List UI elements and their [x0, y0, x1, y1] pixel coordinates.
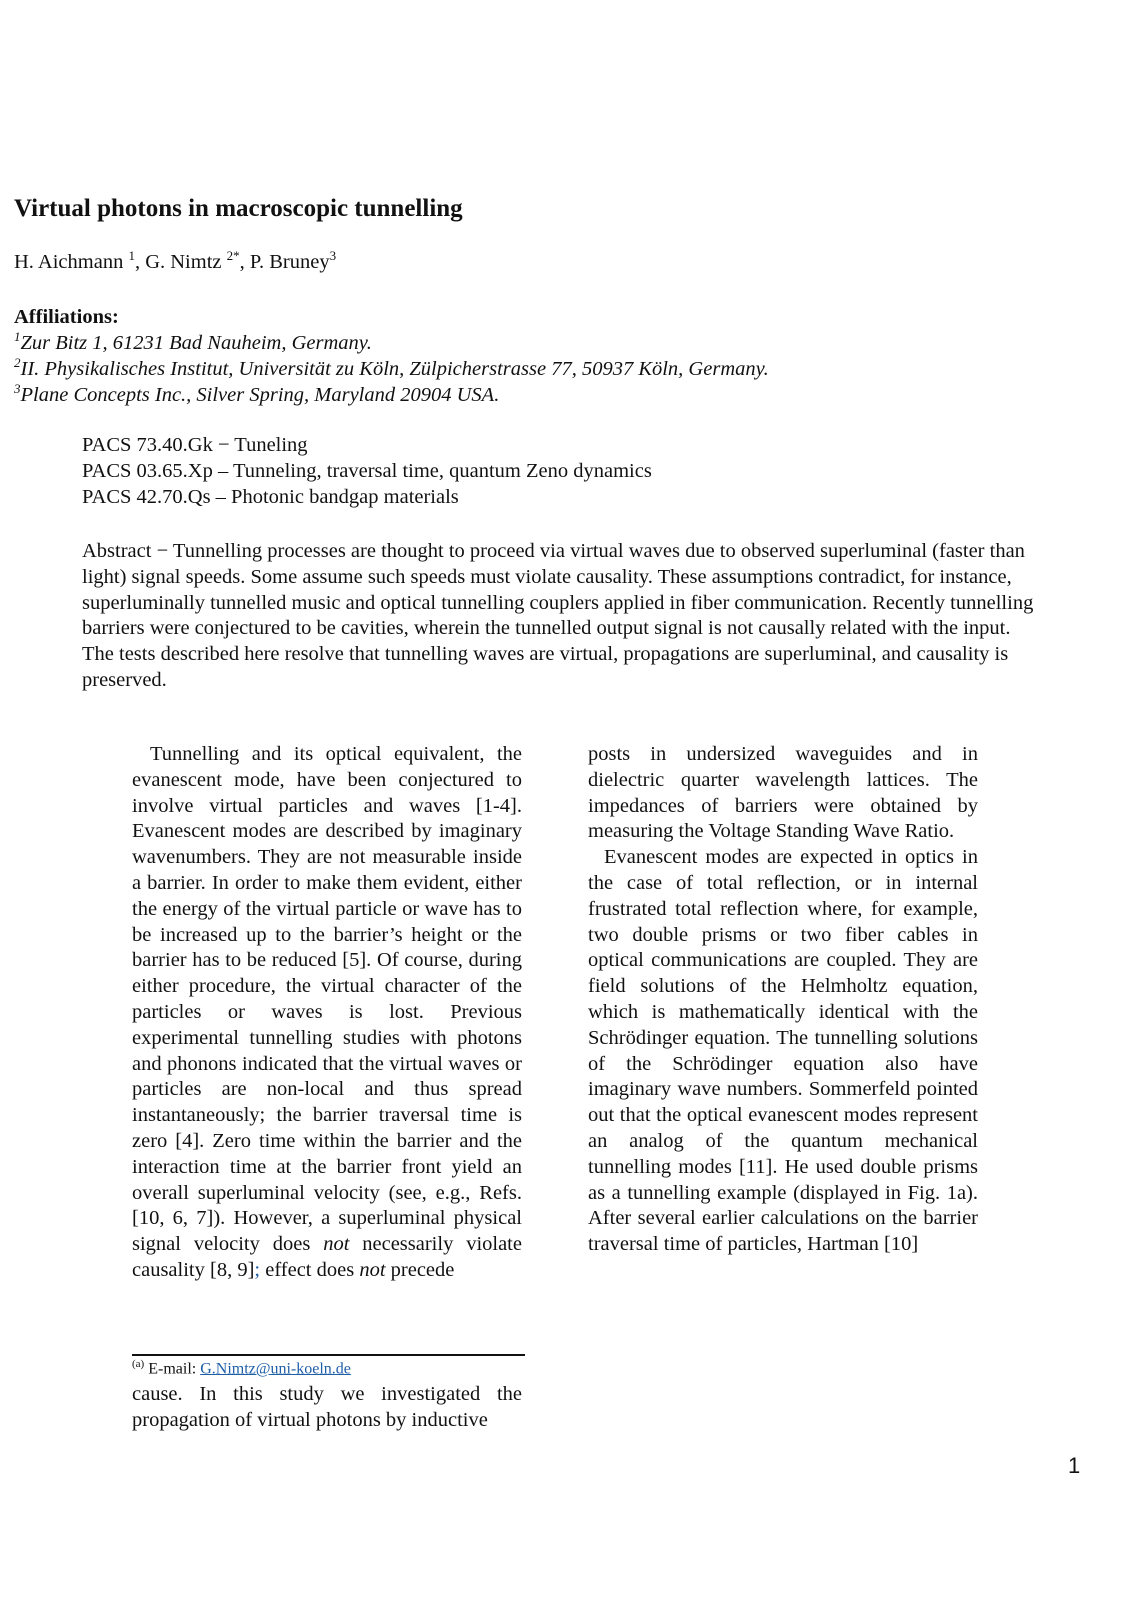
- body-text: precede: [385, 1258, 455, 1281]
- author-aichmann: H. Aichmann: [14, 251, 129, 273]
- affiliation-text: Zur Bitz 1, 61231 Bad Nauheim, Germany.: [20, 332, 372, 354]
- author-nimtz: , G. Nimtz: [134, 251, 227, 273]
- author-bruney: , P. Bruney: [239, 251, 330, 273]
- emphasis: not: [359, 1258, 386, 1281]
- footnote: [132, 1358, 351, 1378]
- paragraph: [132, 742, 522, 1284]
- paper-title: Virtual photons in macroscopic tunnelling: [14, 195, 463, 222]
- paragraph: posts in undersized waveguides and in dielectric quarter wavelength lattices. The impedances of barriers were obtained by measuring the Voltage Standing Wave Ratio.: [588, 743, 978, 843]
- affiliation-mark: 2*: [226, 248, 240, 264]
- page-number: 1: [1068, 1453, 1081, 1478]
- affiliation-number: 2: [14, 355, 21, 371]
- affiliations-heading: Affiliations:: [14, 306, 119, 328]
- affiliation-number: 1: [14, 329, 21, 345]
- email-link[interactable]: G.Nimtz@uni-koeln.de: [200, 1360, 351, 1378]
- footnote-label: E-mail:: [144, 1360, 201, 1378]
- affiliation-mark: 1: [128, 248, 135, 264]
- paragraph: Evanescent modes are expected in optics in the case of total reflection, or in internal frustrated total reflection where, for example, two double prisms or two fiber cables in optical communications are coupled. They are field solutions of the Helmholtz equation, which is mathematically identical with the Schrödinger equation. The tunnelling solutions of the Schrödinger equation also have imaginary wave numbers. Sommerfeld pointed out that the optical evanescent modes represent an analog of the quantum mechanical tunnelling modes [11]. He used double prisms as a tunnelling example (displayed in Fig. 1a). After several earlier calculations on the barrier traversal time of particles, Hartman [10]: [588, 846, 978, 1256]
- pacs-code-1: PACS 73.40.Gk − Tuneling: [82, 434, 308, 456]
- pacs-code-2: PACS 03.65.Xp – Tunneling, traversal time, quantum Zeno dynamics: [82, 460, 652, 482]
- paragraph: cause. In this study we investigated the propagation of virtual photons by inductive: [132, 1383, 522, 1431]
- body-column-left-continued: [132, 1382, 522, 1434]
- abstract: Abstract − Tunnelling processes are thought to proceed via virtual waves due to observed superluminal (faster than light) signal speeds. Some assume such speeds must violate causality. These assumptions contradict, for instance, superluminally tunnelled music and optical tunnelling couplers applied in fiber communication. Recently tunnelling barriers were conjectured to be cavities, wherein the tunnelled output signal is not causally related with the input. The tests described here resolve that tunnelling waves are virtual, propagations are superluminal, and causality is preserved.: [82, 540, 1034, 691]
- body-text: Tunnelling and its optical equivalent, the evanescent mode, have been conjectured to involve virtual particles and waves [1-4]. Evanescent modes are described by imaginary wavenumbers. They are not measurable inside a barrier. In order to make them evident, either the energy of the virtual particle or wave has to be increased up to the barrier’s height or the barrier has to be reduced [5]. Of course, during either procedure, the virtual character of the particles or waves is lost. Previous experimental tunnelling studies with photons and phonons indicated that the virtual waves or particles are non-local and thus spread instantaneously; the barrier traversal time is zero [4]. Zero time within the barrier and the interaction time at the barrier front yield an overall superluminal velocity (see, e.g., Refs. [10, 6, 7]). However, a superluminal physical signal velocity does: [132, 743, 522, 1256]
- affiliation-1: [14, 329, 372, 355]
- body-column-left: [132, 742, 522, 1284]
- body-text: necessarily violate causality [8, 9]: [132, 1233, 522, 1281]
- affiliation-mark: 3: [329, 248, 337, 264]
- author-list: [14, 248, 337, 274]
- pacs-code-3: PACS 42.70.Qs – Photonic bandgap materials: [82, 486, 459, 508]
- affiliation-3: [14, 381, 500, 407]
- body-column-right: [588, 742, 978, 1258]
- affiliation-number: 3: [14, 381, 21, 397]
- footnote-divider: [132, 1354, 525, 1356]
- emphasis: not: [323, 1233, 350, 1256]
- affiliation-text: Plane Concepts Inc., Silver Spring, Maryland 20904 USA.: [20, 384, 500, 406]
- body-text: effect does: [260, 1258, 360, 1281]
- affiliation-2: [14, 355, 769, 381]
- affiliation-text: II. Physikalisches Institut, Universität zu Köln, Zülpicherstrasse 77, 50937 Köln, Germany.: [20, 358, 769, 380]
- footnote-mark: (a): [132, 1358, 145, 1370]
- body-text: ;: [254, 1258, 261, 1281]
